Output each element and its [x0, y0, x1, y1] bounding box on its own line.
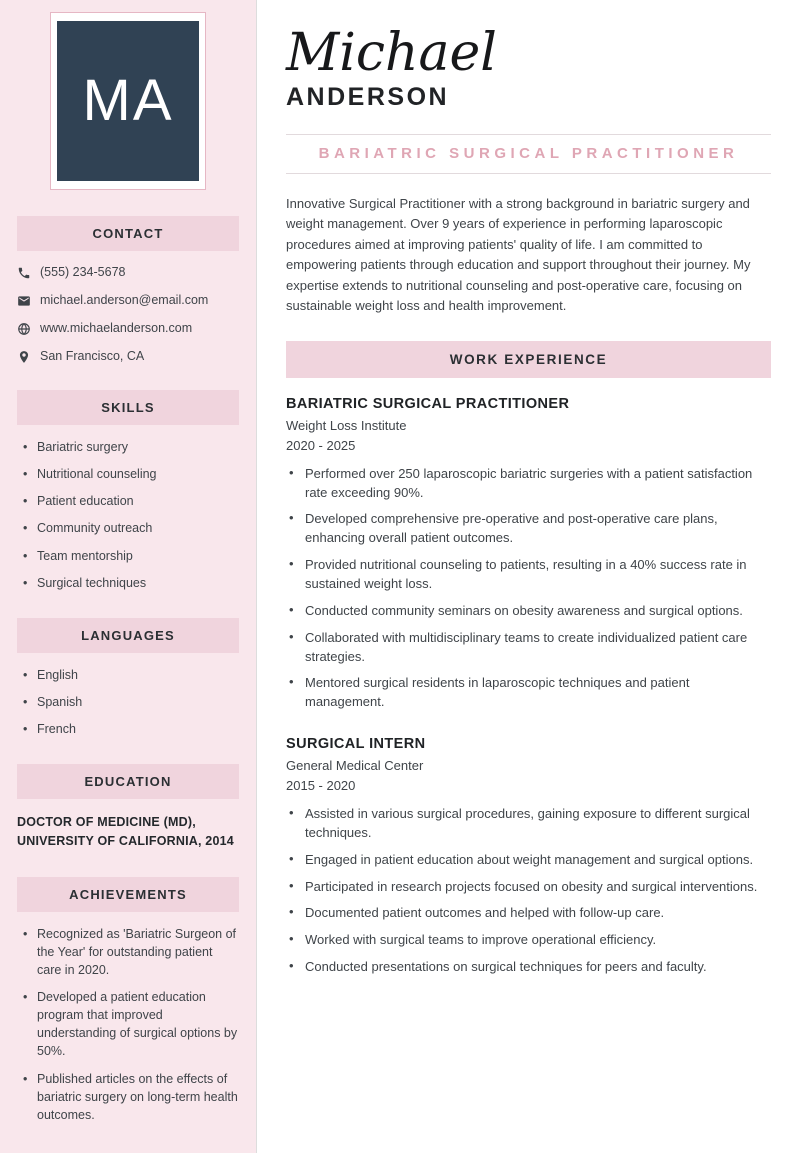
work-experience-heading: WORK EXPERIENCE [286, 341, 771, 378]
job-title: SURGICAL INTERN [286, 736, 426, 753]
education-heading: EDUCATION [17, 764, 239, 799]
skill-item: • Patient education [23, 492, 239, 510]
education-text: DOCTOR OF MEDICINE (MD), UNIVERSITY OF CALIFORNIA, 2014 [17, 815, 234, 848]
job-entry-1 [286, 396, 771, 712]
job-company: General Medical Center [286, 758, 424, 774]
skill-item: • Nutritional counseling [23, 465, 239, 483]
achievements-heading: ACHIEVEMENTS [17, 877, 239, 912]
language-item: • French [23, 720, 239, 738]
contact-item-phone [17, 265, 239, 280]
job-company: Weight Loss Institute [286, 417, 407, 433]
achievement-item: • Recognized as 'Bariatric Surgeon of the Year' for outstanding patient care in 2020. [23, 925, 239, 979]
avatar-monogram-box [57, 21, 199, 181]
contact-location-text: San Francisco, CA [40, 349, 145, 363]
skill-item: • Bariatric surgery [23, 438, 239, 456]
education-section [17, 764, 239, 851]
email-icon [17, 294, 31, 308]
last-name: ANDERSON [286, 82, 450, 111]
job-bullet: • Engaged in patient education about weight management and surgical options. [289, 851, 771, 870]
job-bullet: • Performed over 250 laparoscopic bariatric surgeries with a patient satisfaction rate exceeding 90%. [289, 465, 771, 503]
contact-item-location [17, 349, 239, 364]
skill-item: • Surgical techniques [23, 574, 239, 592]
achievements-section [17, 877, 239, 1124]
job-dates: 2015 - 2020 [286, 778, 356, 794]
contact-website-text: www.michaelanderson.com [40, 321, 193, 335]
job-bullet: • Conducted community seminars on obesity awareness and surgical options. [289, 602, 771, 621]
job-dates: 2020 - 2025 [286, 437, 356, 453]
achievements-list [23, 925, 239, 1124]
avatar [50, 12, 206, 190]
job-title-band [286, 134, 771, 174]
contact-phone-text: (555) 234-5678 [40, 265, 126, 279]
job-bullet: • Worked with surgical teams to improve operational efficiency. [289, 931, 771, 950]
avatar-initials: MA [82, 68, 174, 133]
achievement-item: • Published articles on the effects of bariatric surgery on long-term health outcomes. [23, 1070, 239, 1124]
skills-list [23, 438, 239, 592]
job-bullet-list [289, 465, 771, 712]
skill-item: • Team mentorship [23, 547, 239, 565]
language-item: • Spanish [23, 693, 239, 711]
job-bullet-list [289, 805, 771, 977]
contact-section [17, 216, 239, 364]
achievement-item: • Developed a patient education program that improved understanding of surgical options by 50%. [23, 988, 239, 1061]
sidebar [0, 0, 257, 1153]
first-name: Michael [286, 23, 497, 83]
job-bullet: • Documented patient outcomes and helped with follow-up care. [289, 904, 771, 923]
skills-section [17, 390, 239, 592]
job-bullet: • Assisted in various surgical procedures, gaining exposure to different surgical techniques. [289, 805, 771, 843]
globe-icon [17, 322, 31, 336]
phone-icon [17, 266, 31, 280]
contact-email-text: michael.anderson@email.com [40, 293, 209, 307]
job-title: BARIATRIC SURGICAL PRACTITIONER [286, 395, 570, 412]
location-icon [17, 350, 31, 364]
contact-heading: CONTACT [17, 216, 239, 251]
skill-item: • Community outreach [23, 519, 239, 537]
job-bullet: • Mentored surgical residents in laparoscopic techniques and patient management. [289, 674, 771, 712]
contact-item-email [17, 293, 239, 308]
languages-heading: LANGUAGES [17, 618, 239, 653]
professional-title: BARIATRIC SURGICAL PRACTITIONER [318, 144, 739, 162]
contact-item-website [17, 321, 239, 336]
languages-section [17, 618, 239, 738]
main-content [257, 0, 800, 1153]
job-bullet: • Conducted presentations on surgical techniques for peers and faculty. [289, 958, 771, 977]
job-bullet: • Provided nutritional counseling to patients, resulting in a 40% success rate in sustained weight loss. [289, 556, 771, 594]
language-item: • English [23, 666, 239, 684]
job-bullet: • Collaborated with multidisciplinary teams to create individualized patient care strategies. [289, 629, 771, 667]
contact-list [17, 265, 239, 364]
job-bullet: • Participated in research projects focused on obesity and surgical interventions. [289, 878, 771, 897]
job-entry-2 [286, 736, 771, 977]
languages-list [23, 666, 239, 738]
job-bullet: • Developed comprehensive pre-operative and post-operative care plans, enhancing overall patient outcomes. [289, 510, 771, 548]
summary-paragraph: Innovative Surgical Practitioner with a strong background in bariatric surgery and weight management. Over 9 years of experience in performing laparoscopic procedures aimed at improving patients' quality of life. I am committed to empowering patients through education and support throughout their journey. My expertise extends to nutritional counseling and post-operative care, focusing on sustainable weight loss and health improvement. [286, 195, 751, 314]
skills-heading: SKILLS [17, 390, 239, 425]
